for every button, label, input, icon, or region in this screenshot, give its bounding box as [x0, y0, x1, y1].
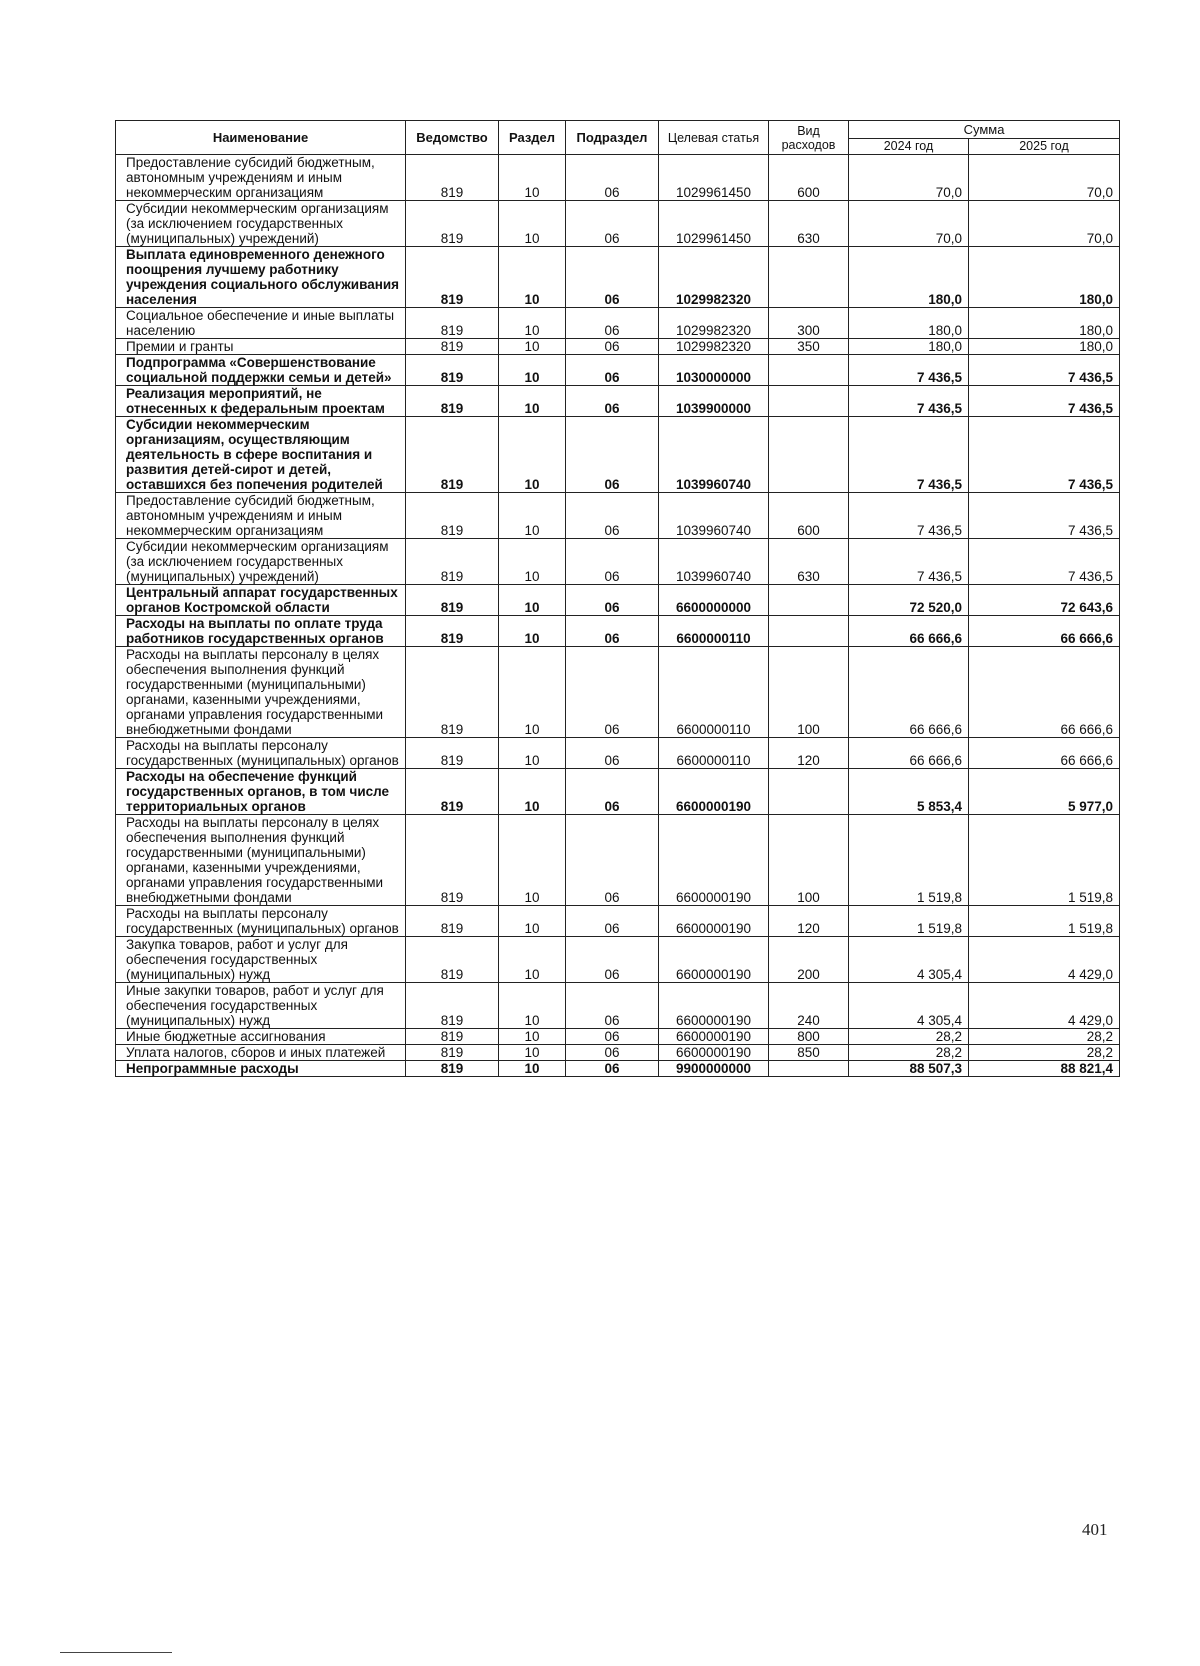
cell-podrazdel: 06: [566, 983, 659, 1029]
cell-vedomstvo: 819: [406, 539, 499, 585]
cell-vid-raskhodov: [769, 355, 849, 386]
cell-vedomstvo: 819: [406, 738, 499, 769]
cell-podrazdel: 06: [566, 417, 659, 493]
cell-vid-raskhodov: 300: [769, 308, 849, 339]
cell-celevaya-statya: 1039900000: [659, 386, 769, 417]
table-row: [116, 769, 1120, 815]
cell-name: Субсидии некоммерческим организациям, осуществляющим деятельность в сфере воспитания и развития детей-сирот и детей, оставшихся без попечения родителей: [116, 417, 406, 493]
table-row: [116, 247, 1120, 308]
header-summa: Сумма: [849, 121, 1120, 139]
cell-vedomstvo: 819: [406, 647, 499, 738]
cell-name: Непрограммные расходы: [116, 1061, 406, 1077]
cell-podrazdel: 06: [566, 493, 659, 539]
cell-name: Подпрограмма «Совершенствование социальной поддержки семьи и детей»: [116, 355, 406, 386]
cell-celevaya-statya: 6600000110: [659, 647, 769, 738]
table-row: [116, 386, 1120, 417]
cell-sum-2025: 180,0: [969, 247, 1120, 308]
table-row: [116, 539, 1120, 585]
cell-sum-2025: 66 666,6: [969, 647, 1120, 738]
cell-celevaya-statya: 1030000000: [659, 355, 769, 386]
header-name: Наименование: [116, 121, 406, 155]
cell-name: Расходы на выплаты по оплате труда работников государственных органов: [116, 616, 406, 647]
cell-name: Закупка товаров, работ и услуг для обеспечения государственных (муниципальных) нужд: [116, 937, 406, 983]
cell-razdel: 10: [499, 493, 566, 539]
table-row: [116, 906, 1120, 937]
cell-sum-2025: 66 666,6: [969, 738, 1120, 769]
table-row: [116, 1045, 1120, 1061]
cell-celevaya-statya: 6600000000: [659, 585, 769, 616]
cell-podrazdel: 06: [566, 1061, 659, 1077]
cell-sum-2024: 7 436,5: [849, 386, 969, 417]
table-row: [116, 355, 1120, 386]
cell-vedomstvo: 819: [406, 1045, 499, 1061]
table-row: [116, 647, 1120, 738]
cell-vedomstvo: 819: [406, 585, 499, 616]
cell-razdel: 10: [499, 201, 566, 247]
cell-sum-2024: 66 666,6: [849, 647, 969, 738]
cell-vedomstvo: 819: [406, 339, 499, 355]
cell-vid-raskhodov: 630: [769, 201, 849, 247]
cell-vedomstvo: 819: [406, 308, 499, 339]
cell-celevaya-statya: 6600000110: [659, 616, 769, 647]
cell-sum-2025: 5 977,0: [969, 769, 1120, 815]
cell-name: Иные закупки товаров, работ и услуг для обеспечения государственных (муниципальных) нужд: [116, 983, 406, 1029]
cell-celevaya-statya: 9900000000: [659, 1061, 769, 1077]
cell-celevaya-statya: 1029961450: [659, 155, 769, 201]
cell-vid-raskhodov: [769, 585, 849, 616]
cell-razdel: 10: [499, 1029, 566, 1045]
cell-podrazdel: 06: [566, 355, 659, 386]
cell-sum-2025: 28,2: [969, 1029, 1120, 1045]
cell-vedomstvo: 819: [406, 201, 499, 247]
cell-sum-2024: 66 666,6: [849, 616, 969, 647]
cell-celevaya-statya: 1039960740: [659, 417, 769, 493]
budget-table: [115, 120, 1120, 1077]
cell-celevaya-statya: 6600000190: [659, 937, 769, 983]
cell-vedomstvo: 819: [406, 493, 499, 539]
header-vid-raskhodov: Вид расходов: [769, 121, 849, 155]
cell-sum-2024: 4 305,4: [849, 937, 969, 983]
cell-sum-2024: 28,2: [849, 1029, 969, 1045]
cell-sum-2024: 72 520,0: [849, 585, 969, 616]
cell-sum-2024: 1 519,8: [849, 906, 969, 937]
table-header: [116, 121, 1120, 155]
cell-podrazdel: 06: [566, 1029, 659, 1045]
cell-sum-2025: 66 666,6: [969, 616, 1120, 647]
cell-sum-2025: 180,0: [969, 308, 1120, 339]
cell-sum-2025: 180,0: [969, 339, 1120, 355]
cell-vid-raskhodov: 850: [769, 1045, 849, 1061]
cell-sum-2025: 1 519,8: [969, 815, 1120, 906]
cell-podrazdel: 06: [566, 738, 659, 769]
cell-razdel: 10: [499, 906, 566, 937]
cell-sum-2025: 7 436,5: [969, 355, 1120, 386]
cell-sum-2024: 1 519,8: [849, 815, 969, 906]
cell-razdel: 10: [499, 647, 566, 738]
table-row: [116, 983, 1120, 1029]
cell-razdel: 10: [499, 937, 566, 983]
cell-name: Иные бюджетные ассигнования: [116, 1029, 406, 1045]
cell-vid-raskhodov: [769, 616, 849, 647]
cell-podrazdel: 06: [566, 1045, 659, 1061]
cell-vid-raskhodov: 120: [769, 738, 849, 769]
cell-sum-2024: 7 436,5: [849, 417, 969, 493]
cell-razdel: 10: [499, 247, 566, 308]
header-vedomstvo: Ведомство: [406, 121, 499, 155]
cell-vedomstvo: 819: [406, 769, 499, 815]
cell-vedomstvo: 819: [406, 155, 499, 201]
cell-sum-2025: 70,0: [969, 201, 1120, 247]
cell-razdel: 10: [499, 983, 566, 1029]
cell-sum-2025: 72 643,6: [969, 585, 1120, 616]
cell-name: Расходы на выплаты персоналу государственных (муниципальных) органов: [116, 906, 406, 937]
cell-sum-2024: 70,0: [849, 201, 969, 247]
header-year-2024: 2024 год: [849, 139, 969, 155]
cell-podrazdel: 06: [566, 647, 659, 738]
cell-vedomstvo: 819: [406, 983, 499, 1029]
table-row: [116, 738, 1120, 769]
cell-name: Выплата единовременного денежного поощрения лучшему работнику учреждения социального обслуживания населения: [116, 247, 406, 308]
cell-celevaya-statya: 1039960740: [659, 493, 769, 539]
cell-name: Предоставление субсидий бюджетным, автономным учреждениям и иным некоммерческим организациям: [116, 155, 406, 201]
cell-name: Субсидии некоммерческим организациям (за исключением государственных (муниципальных) учреждений): [116, 539, 406, 585]
cell-celevaya-statya: 6600000190: [659, 1045, 769, 1061]
cell-vedomstvo: 819: [406, 937, 499, 983]
cell-podrazdel: 06: [566, 155, 659, 201]
cell-razdel: 10: [499, 308, 566, 339]
table-row: [116, 1029, 1120, 1045]
table-row: [116, 417, 1120, 493]
header-razdel: Раздел: [499, 121, 566, 155]
header-celevaya-statya: Целевая статья: [659, 121, 769, 155]
cell-vedomstvo: 819: [406, 355, 499, 386]
cell-razdel: 10: [499, 355, 566, 386]
cell-razdel: 10: [499, 815, 566, 906]
cell-vedomstvo: 819: [406, 616, 499, 647]
cell-vedomstvo: 819: [406, 417, 499, 493]
cell-podrazdel: 06: [566, 616, 659, 647]
cell-podrazdel: 06: [566, 539, 659, 585]
cell-name: Расходы на выплаты персоналу в целях обеспечения выполнения функций государственными (муниципальными) органами, казенными учреждениями, органами управления государственными внебюджетными фондами: [116, 647, 406, 738]
cell-name: Реализация мероприятий, не отнесенных к федеральным проектам: [116, 386, 406, 417]
cell-vid-raskhodov: 120: [769, 906, 849, 937]
cell-sum-2024: 4 305,4: [849, 983, 969, 1029]
cell-celevaya-statya: 1029982320: [659, 308, 769, 339]
cell-vid-raskhodov: 600: [769, 155, 849, 201]
cell-podrazdel: 06: [566, 308, 659, 339]
cell-celevaya-statya: 1029961450: [659, 201, 769, 247]
cell-vedomstvo: 819: [406, 1029, 499, 1045]
cell-razdel: 10: [499, 386, 566, 417]
cell-sum-2025: 88 821,4: [969, 1061, 1120, 1077]
header-podrazdel: Подраздел: [566, 121, 659, 155]
cell-sum-2024: 7 436,5: [849, 539, 969, 585]
cell-celevaya-statya: 6600000190: [659, 983, 769, 1029]
cell-vid-raskhodov: [769, 769, 849, 815]
cell-sum-2025: 1 519,8: [969, 906, 1120, 937]
cell-razdel: 10: [499, 155, 566, 201]
cell-celevaya-statya: 6600000190: [659, 906, 769, 937]
cell-sum-2024: 180,0: [849, 308, 969, 339]
table-row: [116, 937, 1120, 983]
cell-vid-raskhodov: 100: [769, 647, 849, 738]
table-row: [116, 1061, 1120, 1077]
cell-name: Уплата налогов, сборов и иных платежей: [116, 1045, 406, 1061]
cell-vid-raskhodov: 240: [769, 983, 849, 1029]
cell-sum-2025: 7 436,5: [969, 417, 1120, 493]
cell-sum-2025: 4 429,0: [969, 983, 1120, 1029]
cell-name: Субсидии некоммерческим организациям (за исключением государственных (муниципальных) учреждений): [116, 201, 406, 247]
cell-name: Премии и гранты: [116, 339, 406, 355]
cell-razdel: 10: [499, 616, 566, 647]
cell-sum-2024: 180,0: [849, 247, 969, 308]
cell-vid-raskhodov: 630: [769, 539, 849, 585]
cell-razdel: 10: [499, 1061, 566, 1077]
cell-name: Расходы на выплаты персоналу государственных (муниципальных) органов: [116, 738, 406, 769]
cell-podrazdel: 06: [566, 937, 659, 983]
cell-sum-2025: 7 436,5: [969, 539, 1120, 585]
cell-name: Центральный аппарат государственных органов Костромской области: [116, 585, 406, 616]
table-row: [116, 155, 1120, 201]
cell-sum-2024: 5 853,4: [849, 769, 969, 815]
page-number: 401: [1082, 1520, 1108, 1539]
cell-vid-raskhodov: 600: [769, 493, 849, 539]
cell-name: Расходы на выплаты персоналу в целях обеспечения выполнения функций государственными (муниципальными) органами, казенными учреждениями, органами управления государственными внебюджетными фондами: [116, 815, 406, 906]
cell-sum-2025: 4 429,0: [969, 937, 1120, 983]
cell-razdel: 10: [499, 738, 566, 769]
cell-podrazdel: 06: [566, 247, 659, 308]
cell-sum-2024: 70,0: [849, 155, 969, 201]
cell-celevaya-statya: 6600000190: [659, 815, 769, 906]
cell-sum-2025: 28,2: [969, 1045, 1120, 1061]
cell-podrazdel: 06: [566, 906, 659, 937]
cell-vedomstvo: 819: [406, 815, 499, 906]
footnote-divider: [60, 1652, 172, 1653]
table-body: [116, 155, 1120, 1077]
cell-sum-2024: 7 436,5: [849, 493, 969, 539]
cell-vedomstvo: 819: [406, 1061, 499, 1077]
cell-celevaya-statya: 6600000110: [659, 738, 769, 769]
cell-celevaya-statya: 6600000190: [659, 1029, 769, 1045]
cell-sum-2025: 70,0: [969, 155, 1120, 201]
cell-razdel: 10: [499, 769, 566, 815]
table-row: [116, 339, 1120, 355]
cell-podrazdel: 06: [566, 339, 659, 355]
table-row: [116, 308, 1120, 339]
cell-razdel: 10: [499, 339, 566, 355]
cell-name: Предоставление субсидий бюджетным, автономным учреждениям и иным некоммерческим организациям: [116, 493, 406, 539]
cell-vedomstvo: 819: [406, 906, 499, 937]
cell-sum-2024: 180,0: [849, 339, 969, 355]
cell-vedomstvo: 819: [406, 247, 499, 308]
cell-razdel: 10: [499, 585, 566, 616]
cell-vid-raskhodov: 800: [769, 1029, 849, 1045]
cell-podrazdel: 06: [566, 201, 659, 247]
cell-celevaya-statya: 1029982320: [659, 247, 769, 308]
cell-podrazdel: 06: [566, 386, 659, 417]
cell-celevaya-statya: 1039960740: [659, 539, 769, 585]
cell-vedomstvo: 819: [406, 386, 499, 417]
table-row: [116, 493, 1120, 539]
cell-celevaya-statya: 1029982320: [659, 339, 769, 355]
cell-razdel: 10: [499, 1045, 566, 1061]
cell-razdel: 10: [499, 417, 566, 493]
cell-podrazdel: 06: [566, 585, 659, 616]
cell-vid-raskhodov: [769, 417, 849, 493]
cell-sum-2024: 88 507,3: [849, 1061, 969, 1077]
cell-podrazdel: 06: [566, 815, 659, 906]
cell-name: Социальное обеспечение и иные выплаты населению: [116, 308, 406, 339]
cell-vid-raskhodov: 100: [769, 815, 849, 906]
table-row: [116, 201, 1120, 247]
cell-sum-2025: 7 436,5: [969, 493, 1120, 539]
cell-vid-raskhodov: [769, 247, 849, 308]
cell-razdel: 10: [499, 539, 566, 585]
table-row: [116, 616, 1120, 647]
cell-vid-raskhodov: [769, 386, 849, 417]
cell-vid-raskhodov: [769, 1061, 849, 1077]
table-row: [116, 585, 1120, 616]
cell-vid-raskhodov: 350: [769, 339, 849, 355]
cell-sum-2024: 66 666,6: [849, 738, 969, 769]
header-year-2025: 2025 год: [969, 139, 1120, 155]
cell-sum-2025: 7 436,5: [969, 386, 1120, 417]
cell-sum-2024: 7 436,5: [849, 355, 969, 386]
cell-podrazdel: 06: [566, 769, 659, 815]
cell-celevaya-statya: 6600000190: [659, 769, 769, 815]
cell-sum-2024: 28,2: [849, 1045, 969, 1061]
cell-vid-raskhodov: 200: [769, 937, 849, 983]
cell-name: Расходы на обеспечение функций государственных органов, в том числе территориальных органов: [116, 769, 406, 815]
table-row: [116, 815, 1120, 906]
